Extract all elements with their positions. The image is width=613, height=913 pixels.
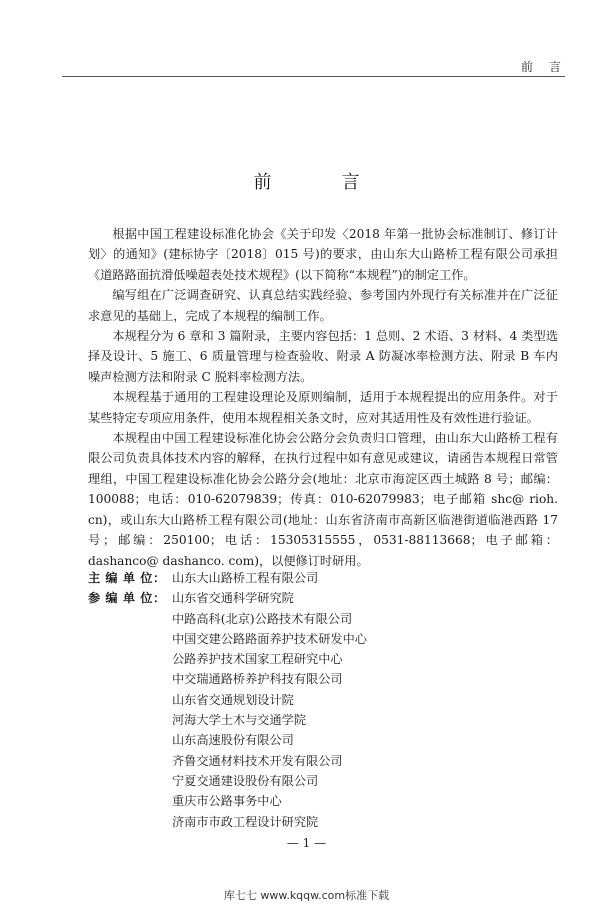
participating-row	[88, 588, 558, 608]
participating-item: 重庆市公路事务中心	[172, 794, 282, 809]
running-header: 前 言	[520, 60, 563, 74]
participating-item: 公路养护技术国家工程研究中心	[172, 652, 343, 667]
paragraph-3: 本规程分为 6 章和 3 篇附录，主要内容包括：1 总则、2 术语、3 材料、4 类型选择及设计、5 施工、6 质量管理与检查验收、附录 A 防凝冰率检测方法、附录 B 车内噪声检测方法和附录 C 脱料率检测方法。	[88, 329, 558, 384]
participating-item: 河海大学土木与交通学院	[172, 713, 307, 728]
paragraph-2: 编写组在广泛调查研究、认真总结实践经验、参考国内外现行有关标准并在广泛征求意见的基础上，完成了本规程的编制工作。	[88, 288, 558, 323]
participating-list	[88, 609, 558, 832]
participating-item: 宁夏交通建设股份有限公司	[172, 773, 319, 788]
participating-label: 参 编 单 位：	[88, 591, 166, 606]
page-number: — 1 —	[286, 836, 327, 850]
chief-editor-value: 山东大山路桥工程有限公司	[172, 571, 319, 585]
participating-item: 中交瑞通路桥养护科技有限公司	[172, 672, 343, 687]
paragraph-4: 本规程基于通用的工程建设理论及原则编制，适用于本规程提出的应用条件。对于某些特定专项应用条件，使用本规程相关条文时，应对其适用性及有效性进行验证。	[88, 390, 558, 425]
participating-item: 中路高科(北京)公路技术有限公司	[172, 611, 353, 626]
participating-item: 山东省交通规划设计院	[172, 692, 294, 707]
organizations-block	[88, 568, 558, 832]
participating-item: 齐鲁交通材料技术开发有限公司	[172, 753, 343, 768]
chief-editor-label: 主 编 单 位：	[88, 571, 166, 585]
chief-editor-row	[88, 568, 558, 588]
participating-item: 济南市市政工程设计研究院	[172, 814, 319, 829]
participating-first: 山东省交通科学研究院	[172, 591, 294, 606]
paragraph-1: 根据中国工程建设标准化协会《关于印发〈2018 年第一批协会标准制订、修订计划〉的通知》(建标协字〔2018〕015 号)的要求，由山东大山路桥工程有限公司承担《道路路面抗滑低噪超表处技术规程》(以下简称“本规程”)的制定工作。	[88, 227, 558, 282]
participating-item: 中国交建公路路面养护技术研发中心	[172, 631, 367, 646]
header-rule	[62, 76, 565, 77]
participating-item: 山东高速股份有限公司	[172, 733, 294, 748]
paragraph-5: 本规程由中国工程建设标准化协会公路分会负责归口管理，由山东大山路桥工程有限公司负责具体技术内容的解释，在执行过程中如有意见或建议，请函告本规程日常管理组，中国工程建设标准化协会公路分会(地址：北京市海淀区西土城路 8 号；邮编：100088；电话：010-62079839；传真：010-62079983；电子邮箱 shc@ rioh. cn)，或山东大山路桥工程有限公司(地址：山东省济南市高新区临港街道临港西路 17 号；邮编：250100；电话：15305315555，0531-88113668；电子邮箱：dashanco@ dashanco. com)，以便修订时研用。	[88, 431, 558, 568]
watermark-footer: 库七七 www.kqqw.com标准下载	[223, 889, 390, 902]
preface-body	[88, 224, 558, 571]
page-title: 前 言	[253, 172, 386, 193]
